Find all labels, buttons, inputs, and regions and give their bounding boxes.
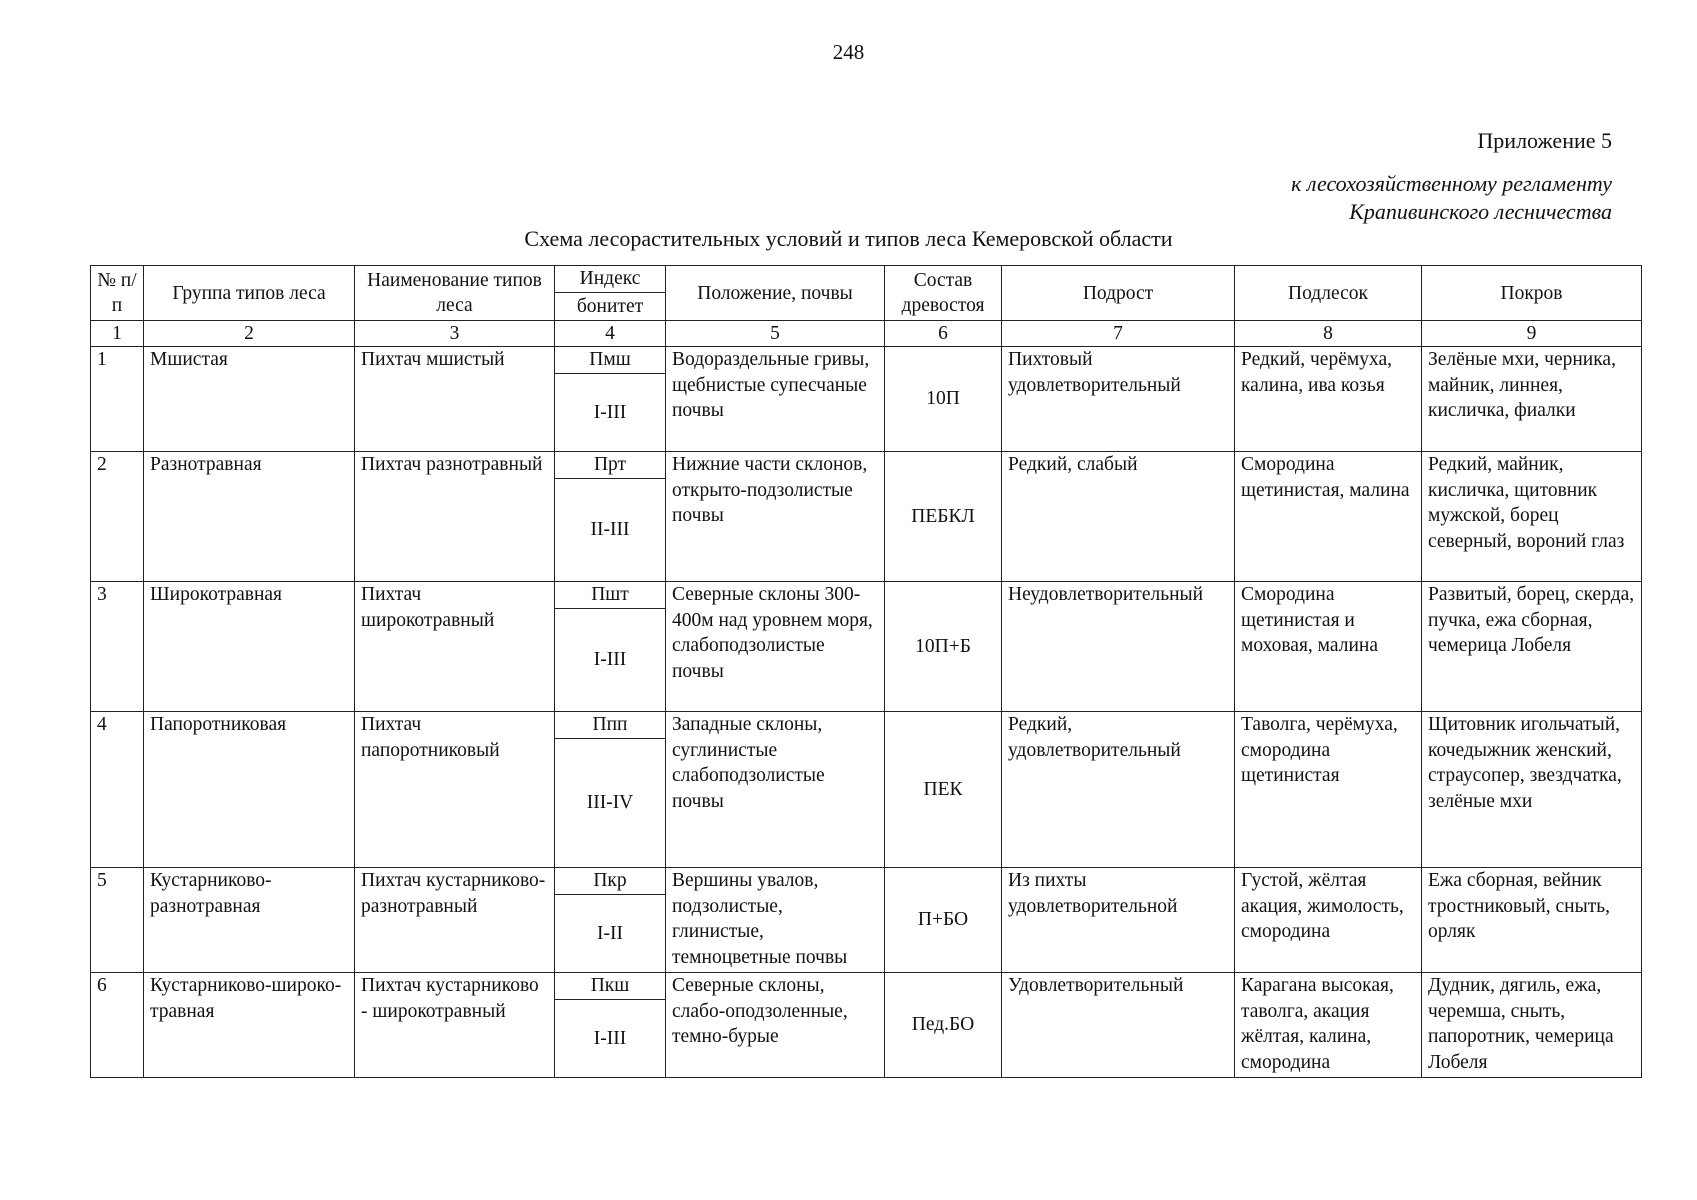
forest-type-name: Пихтач разнотравный: [355, 452, 555, 582]
index-bonitet-cell: [555, 712, 666, 868]
column-number: 4: [555, 321, 666, 347]
row-number: 2: [91, 452, 144, 582]
forest-index: Прт: [555, 452, 665, 479]
header-cover: Покров: [1422, 266, 1642, 321]
bonitet: I-III: [593, 401, 627, 423]
forest-group: Широкотравная: [144, 582, 355, 712]
table-row: [91, 452, 1642, 582]
bonitet: I-III: [593, 1027, 627, 1049]
undergrowth: Редкий, слабый: [1002, 452, 1235, 582]
undergrowth: Удовлетворительный: [1002, 973, 1235, 1078]
underbrush: Таволга, черёмуха, смородина щетинистая: [1235, 712, 1422, 868]
row-number: 6: [91, 973, 144, 1078]
row-number: 4: [91, 712, 144, 868]
stand-composition: ПЕБКЛ: [885, 452, 1002, 582]
header-group: Группа типов леса: [144, 266, 355, 321]
forest-types-table: [90, 265, 1642, 1078]
forest-group: Кустарниково-широко-травная: [144, 973, 355, 1078]
forest-index: Ппп: [555, 712, 665, 739]
appendix-title: Приложение 5: [1477, 128, 1612, 153]
position-soils: Нижние части склонов, открыто-подзолистые почвы: [666, 452, 885, 582]
row-number: 3: [91, 582, 144, 712]
underbrush: Густой, жёлтая акация, жимолость, смородина: [1235, 868, 1422, 973]
index-bonitet-cell: [555, 973, 666, 1078]
appendix-line-2: Крапивинского лесничества: [1349, 199, 1612, 224]
position-soils: Водораздельные гривы, щебнистые супесчаные почвы: [666, 347, 885, 452]
bonitet: I-II: [597, 922, 623, 944]
forest-index: Пшт: [555, 582, 665, 609]
bonitet: I-III: [593, 649, 627, 671]
index-bonitet-cell: [555, 868, 666, 973]
index-bonitet-cell: [555, 452, 666, 582]
forest-group: Разнотравная: [144, 452, 355, 582]
undergrowth: Из пихты удовлетворительной: [1002, 868, 1235, 973]
ground-cover: Редкий, майник, кисличка, щитовник мужской, борец северный, вороний глаз: [1422, 452, 1642, 582]
forest-type-name: Пихтач мшистый: [355, 347, 555, 452]
position-soils: Западные склоны, суглинистые слабоподзолистые почвы: [666, 712, 885, 868]
stand-composition: ПЕК: [885, 712, 1002, 868]
undergrowth: Редкий, удовлетворительный: [1002, 712, 1235, 868]
column-number: 1: [91, 321, 144, 347]
position-soils: Северные склоны 300-400м над уровнем моря, слабоподзолистые почвы: [666, 582, 885, 712]
underbrush: Редкий, черёмуха, калина, ива козья: [1235, 347, 1422, 452]
header-underbrush: Подлесок: [1235, 266, 1422, 321]
column-number: 3: [355, 321, 555, 347]
appendix-line-1: к лесохозяйственному регламенту: [1291, 171, 1612, 196]
page-number: 248: [832, 40, 865, 64]
header-composition: Состав древостоя: [885, 266, 1002, 321]
table-row: [91, 973, 1642, 1078]
document-title: Схема лесорастительных условий и типов леса Кемеровской области: [524, 226, 1173, 251]
header-name: Наименование типов леса: [355, 266, 555, 321]
ground-cover: Ежа сборная, вейник тростниковый, сныть, орляк: [1422, 868, 1642, 973]
index-bonitet-cell: [555, 582, 666, 712]
ground-cover: Развитый, борец, скерда, пучка, ежа сборная, чемерица Лобеля: [1422, 582, 1642, 712]
forest-group: Кустарниково-разнотравная: [144, 868, 355, 973]
header-undergrowth: Подрост: [1002, 266, 1235, 321]
stand-composition: Пед.БО: [885, 973, 1002, 1078]
ground-cover: Щитовник игольчатый, кочедыжник женский, страусопер, звездчатка, зелёные мхи: [1422, 712, 1642, 868]
column-number: 6: [885, 321, 1002, 347]
column-number: 2: [144, 321, 355, 347]
table-row: [91, 868, 1642, 973]
forest-type-name: Пихтач папоротниковый: [355, 712, 555, 868]
header-bonitet: бонитет: [576, 296, 644, 317]
ground-cover: Дудник, дягиль, ежа, черемша, сныть, папоротник, чемерица Лобеля: [1422, 973, 1642, 1078]
ground-cover: Зелёные мхи, черника, майник, линнея, кисличка, фиалки: [1422, 347, 1642, 452]
row-number: 5: [91, 868, 144, 973]
bonitet: II-III: [590, 519, 630, 541]
row-number: 1: [91, 347, 144, 452]
forest-index: Пкр: [555, 868, 665, 895]
position-soils: Вершины увалов, подзолистые, глинистые, темноцветные почвы: [666, 868, 885, 973]
appendix-subtitle: [1291, 170, 1612, 226]
stand-composition: 10П+Б: [885, 582, 1002, 712]
underbrush: Карагана высокая, таволга, акация жёлтая, калина, смородина: [1235, 973, 1422, 1078]
header-index-bonitet: [555, 266, 666, 321]
column-number: 9: [1422, 321, 1642, 347]
forest-type-name: Пихтач кустарниково - широкотравный: [355, 973, 555, 1078]
forest-group: Папоротниковая: [144, 712, 355, 868]
table-row: [91, 582, 1642, 712]
column-number: 8: [1235, 321, 1422, 347]
undergrowth: Неудовлетворительный: [1002, 582, 1235, 712]
table-row: [91, 347, 1642, 452]
position-soils: Северные склоны, слабо-оподзоленные, темно-бурые: [666, 973, 885, 1078]
stand-composition: П+БО: [885, 868, 1002, 973]
header-num: № п/п: [91, 266, 144, 321]
forest-group: Мшистая: [144, 347, 355, 452]
index-bonitet-cell: [555, 347, 666, 452]
forest-index: Пмш: [555, 347, 665, 374]
header-row: [91, 266, 1642, 321]
header-index: Индекс: [555, 266, 665, 293]
forest-type-name: Пихтач широкотравный: [355, 582, 555, 712]
forest-type-name: Пихтач кустарниково-разнотравный: [355, 868, 555, 973]
header-position: Положение, почвы: [666, 266, 885, 321]
table-row: [91, 712, 1642, 868]
bonitet: III-IV: [586, 792, 634, 814]
underbrush: Смородина щетинистая и моховая, малина: [1235, 582, 1422, 712]
column-number: 7: [1002, 321, 1235, 347]
stand-composition: 10П: [885, 347, 1002, 452]
column-number: 5: [666, 321, 885, 347]
forest-index: Пкш: [555, 973, 665, 1000]
column-number-row: [91, 321, 1642, 347]
undergrowth: Пихтовый удовлетворительный: [1002, 347, 1235, 452]
underbrush: Смородина щетинистая, малина: [1235, 452, 1422, 582]
